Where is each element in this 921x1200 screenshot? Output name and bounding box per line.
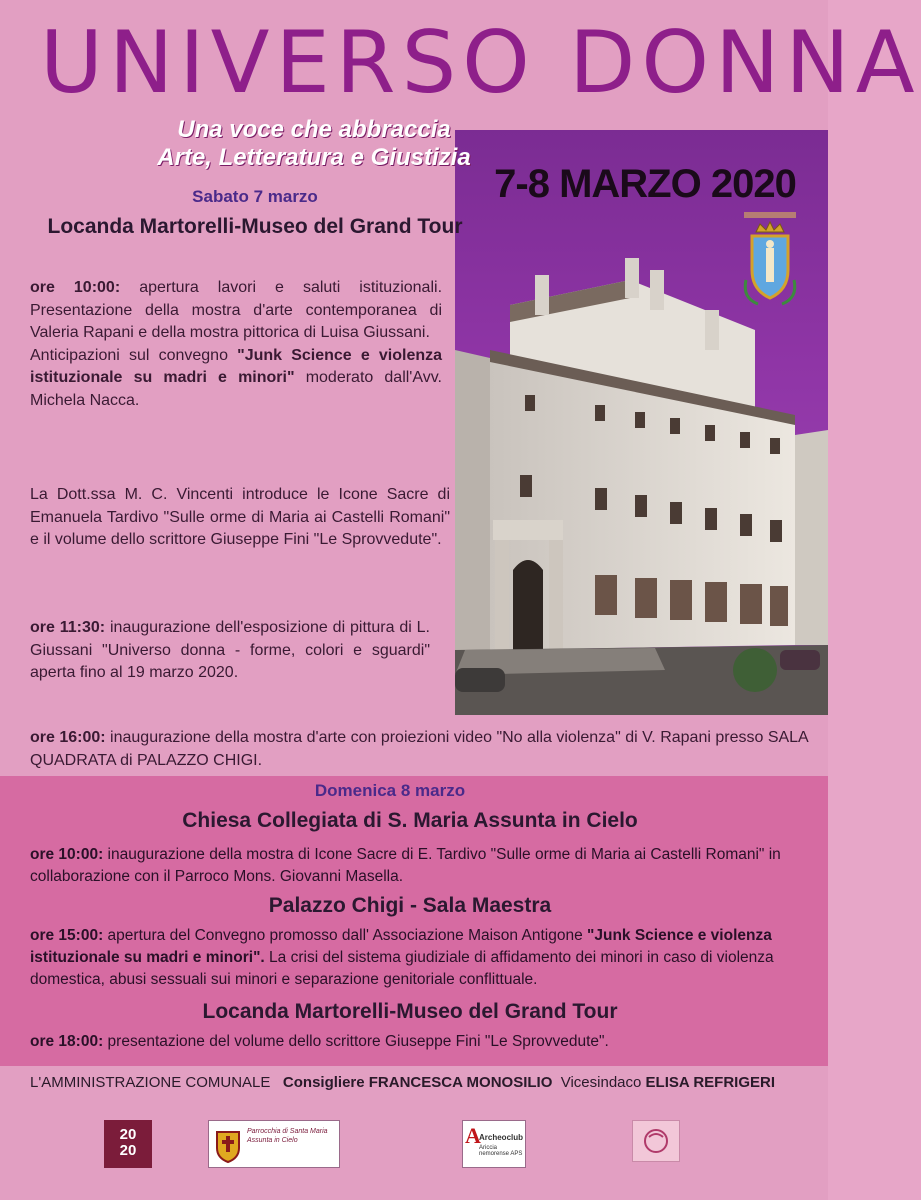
moderator-text: moderato dall'Avv. Michela Nacca. [30,369,443,409]
sunday-venue-church: Chiesa Collegiata di S. Maria Assunta in Cielo [182,809,638,832]
event-description: presentazione del volume dello scrittore Giuseppe Fini "Le Sprovvedute". [107,1033,609,1050]
parish-name: Parrocchia di Santa Maria Assunta in Cielo [247,1128,328,1144]
event-details: La crisi del sistema giudiziale di affidamento dei minori in caso di violenza domestica, abusi sessuali sui minori e separazione genitoriale conflittuale. [30,949,774,988]
sunday-event-1800 [30,1031,810,1053]
event-description: inaugurazione della mostra di Icone Sacre di E. Tardivo "Sulle orme di Maria ai Castelli Romani" in collaborazione con il Parroco Mons. Giovanni Masella. [30,846,781,885]
saturday-venue: Locanda Martorelli-Museo del Grand Tour [47,215,463,238]
saturday-intro-paragraph: La Dott.ssa M. C. Vincenti introduce le Icone Sacre di Emanuela Tardivo "Sulle orme di Maria ai Castelli Romani" e il volume dello scrittore Giuseppe Fini "Le Sprovvedute". [30,486,450,548]
logo-parish [208,1120,340,1168]
credits-line [30,1074,820,1091]
palazzo-chigi-image [455,250,828,715]
logo-archeoclub: A Archeoclub Ariccia nemorense APS [462,1120,526,1168]
logo-maison-antigone [632,1120,680,1162]
logo-2020-bottom: 20 [119,1142,137,1159]
sunday-venue-locanda: Locanda Martorelli-Museo del Grand Tour [202,1000,618,1023]
poster-title: UNIVERSO DONNA [40,13,921,113]
event-time: ore 11:30: [30,619,106,636]
event-description: inaugurazione dell'esposizione di pittura di L. Giussani "Universo donna - forme, colori e sguardi" aperta fino al 19 marzo 2020. [30,619,430,681]
vice-mayor-role: Vicesindaco [560,1074,642,1091]
event-description: inaugurazione della mostra d'arte con proiezioni video "No alla violenza" di V. Rapani presso SALA QUADRATA di PALAZZO CHIGI. [30,729,808,769]
administration-label: L'AMMINISTRAZIONE COMUNALE [30,1074,271,1091]
saturday-heading: Sabato 7 marzo [192,187,318,206]
saturday-event-1600 [30,727,810,772]
event-description: apertura del Convegno promosso dall' Associazione Maison Antigone [107,927,583,944]
sunday-event-1000 [30,844,810,888]
event-time: ore 18:00: [30,1033,104,1050]
sunday-venue-palazzo: Palazzo Chigi - Sala Maestra [268,894,552,917]
sunday-heading: Domenica 8 marzo [314,781,466,800]
saturday-event-1130 [30,617,430,685]
archeoclub-subtitle: Ariccia nemorense APS [479,1145,523,1157]
archeoclub-name: Archeoclub [479,1133,524,1142]
maison-antigone-icon [633,1121,679,1161]
conference-title: "Junk Science e violenza istituzionale su madri e minori" [30,346,443,386]
event-anticipation-intro: Anticipazioni sul convegno [30,346,228,364]
subtitle-line-1: Una voce che abbraccia [177,116,451,143]
event-time: ore 10:00: [30,846,104,863]
subtitle [0,116,628,172]
saturday-event-1000 [30,277,442,412]
vice-mayor-name: ELISA REFRIGERI [645,1074,775,1091]
event-dates: 7-8 MARZO 2020 [494,162,796,206]
conference-title: "Junk Science e violenza istituzionale su madri e minori". [30,927,772,966]
event-time: ore 16:00: [30,729,106,746]
councillor-name: FRANCESCA MONOSILIO [368,1074,553,1091]
event-time: ore 10:00: [30,279,121,296]
event-description: apertura lavori e saluti istituzionali. Presentazione della mostra d'arte contemporanea di Valeria Rapani e della mostra pittorica di Luisa Giussani. [30,279,443,341]
subtitle-line-2: Arte, Letteratura e Giustizia [157,144,471,171]
parish-crest-icon [213,1124,243,1164]
sunday-event-1500 [30,925,810,991]
logo-2020-top: 20 [119,1126,137,1143]
logo-2020 [104,1120,152,1168]
councillor-role: Consigliere [282,1074,365,1091]
event-time: ore 15:00: [30,927,104,944]
